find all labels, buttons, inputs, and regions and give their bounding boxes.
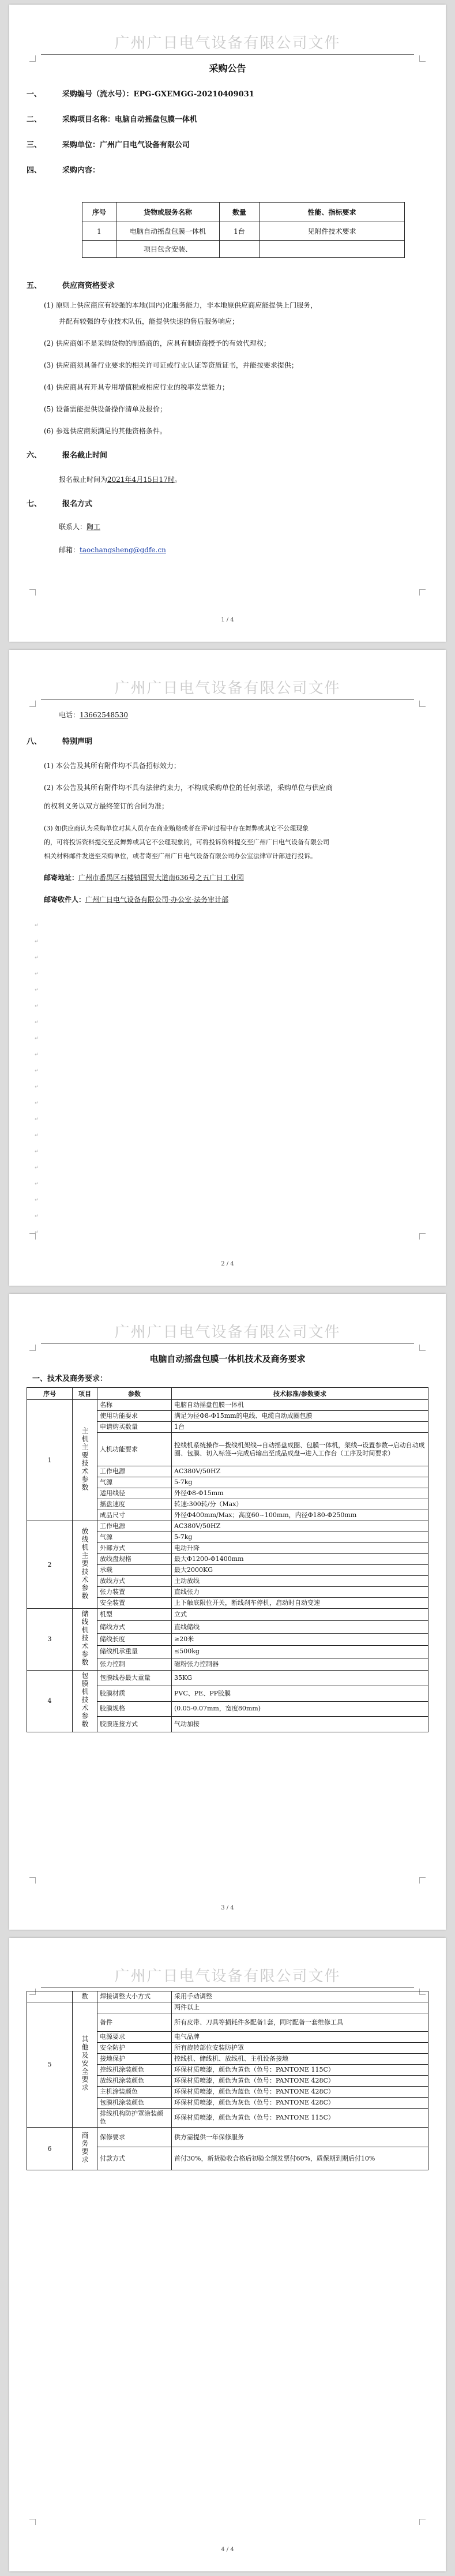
param-name: 焊接调整大小方式 <box>97 1991 172 2002</box>
header-rule <box>41 699 414 700</box>
table-row <box>82 241 405 258</box>
group-label: 其他及安全要求 <box>81 2035 89 2092</box>
param-name: 放线机涂装颜色 <box>97 2076 172 2087</box>
company-header: 广州广日电气设备有限公司文件 <box>114 35 341 52</box>
col-header: 参数 <box>97 1388 172 1400</box>
document-page-1 <box>9 5 446 642</box>
section-1: 一、 采购编号（流水号）：EPG-GXEMGG-20210409031 <box>27 90 254 99</box>
spec-subtitle: 一、技术及商务要求： <box>32 1375 108 1383</box>
statement-item: (2) 本公告及其所有附件均不具有法律约束力，不构成采购单位的任何承诺，采购单位与供应商 <box>44 784 333 792</box>
spec-title: 电脑自动摇盘包膜一体机技术及商务要求 <box>149 1354 306 1364</box>
param-value: 直线张力 <box>172 1587 428 1598</box>
param-value: 电气品牌 <box>172 2032 428 2043</box>
page-number: 2 / 4 <box>221 1261 234 1267</box>
svg-text:↵: ↵ <box>35 1181 39 1187</box>
table-row <box>27 1400 428 1411</box>
mail-address: 广州市番禺区石楼镇国贸大道南636号之五广日工业园 <box>78 874 244 882</box>
crop-mark <box>29 701 36 707</box>
crop-mark <box>29 589 36 596</box>
group-label: 商务要求 <box>81 2131 89 2164</box>
param-name: 安全装置 <box>97 1598 172 1609</box>
email-line: 邮箱：taochangsheng@gdfe.cn <box>59 546 166 554</box>
col-header: 数量 <box>220 203 260 222</box>
table-cell: 电脑自动摇盘包膜一体机 <box>116 222 220 241</box>
svg-text:↵: ↵ <box>35 1117 39 1122</box>
statement-item: 的权利义务以双方最终签订的合同为准； <box>44 802 169 810</box>
spec-table-continued <box>27 1991 428 2170</box>
crop-mark <box>419 1345 426 1351</box>
requirement-item: (4) 供应商具有开具专用增值税或相应行业的税率发票能力； <box>44 383 229 391</box>
section-5: 五、 供应商资格要求 <box>27 282 115 290</box>
requirement-item: (6) 参选供应商须满足的其他资格条件。 <box>44 427 167 435</box>
crop-mark <box>419 2519 426 2525</box>
contact-line: 联系人：陶工 <box>59 523 101 531</box>
table-row <box>27 1671 428 1686</box>
table-cell <box>82 241 116 258</box>
group-label: 放线机主要技术参数 <box>81 1527 89 1600</box>
document-page-2 <box>9 650 446 1286</box>
group-number: 3 <box>27 1609 73 1671</box>
page-title: 采购公告 <box>209 63 246 74</box>
page-number: 4 / 4 <box>221 2547 234 2553</box>
section-6: 六、 报名截止时间 <box>27 451 108 460</box>
section-2: 二、 采购项目名称：电脑自动摇盘包膜一体机 <box>27 115 198 124</box>
param-value: 电脑自动摇盘包膜一体机 <box>172 1400 428 1411</box>
company-header: 广州广日电气设备有限公司文件 <box>114 1324 341 1341</box>
param-name: 储线机承重量 <box>97 1646 172 1658</box>
param-value: 供方需提供一年保修服务 <box>172 2128 428 2147</box>
param-value: 环保材质喷漆，颜色为黄色（色号：PANTONE 115C） <box>172 2109 428 2128</box>
param-name: 摇盘速度 <box>97 1499 172 1510</box>
param-name: 气源 <box>97 1532 172 1543</box>
group-number: 2 <box>27 1521 73 1609</box>
svg-text:↵: ↵ <box>35 1214 39 1219</box>
param-name: 机型 <box>97 1609 172 1621</box>
param-value: 5-7kg <box>172 1532 428 1543</box>
param-name: 气源 <box>97 1477 172 1488</box>
crop-mark <box>419 1877 426 1884</box>
group-label: 数 <box>73 1991 97 2002</box>
svg-text:↵: ↵ <box>35 987 39 993</box>
svg-text:↵: ↵ <box>35 1068 39 1074</box>
group-label: 储线机技术参数 <box>81 1610 89 1667</box>
svg-text:↵: ↵ <box>35 1084 39 1090</box>
param-name: 外部方式 <box>97 1543 172 1554</box>
param-value: 所有旋转部位安装防护罩 <box>172 2043 428 2054</box>
col-header: 技术标准/参数要求 <box>172 1388 428 1400</box>
requirement-item: 并配有较强的专业技术队伍，能提供快速的售后服务响应； <box>59 317 239 325</box>
crop-mark <box>419 589 426 596</box>
statement-item: (1) 本公告及其所有附件均不具备招标效力； <box>44 762 181 770</box>
param-value: 气动加接 <box>172 1717 428 1732</box>
param-name: 使用功能要求 <box>97 1411 172 1422</box>
param-name: 放线盘规格 <box>97 1554 172 1565</box>
group-number: 1 <box>27 1400 73 1521</box>
param-name: 工作电源 <box>97 1466 172 1477</box>
param-value: (0.05-0.07mm，宽度80mm) <box>172 1701 428 1717</box>
col-header: 项目 <box>73 1388 97 1400</box>
param-name: 工作电源 <box>97 1521 172 1532</box>
svg-text:↵: ↵ <box>35 971 39 977</box>
param-value: 环保材质喷漆，颜色为黄色（色号：PANTONE 115C） <box>172 2065 428 2076</box>
param-value: 两件以上 <box>172 2002 428 2013</box>
param-name: 备件 <box>97 2013 172 2032</box>
paragraph-marks <box>32 921 44 1244</box>
paragraph-mark-icon <box>32 921 44 1244</box>
header-rule <box>41 1987 414 1988</box>
svg-text:↵: ↵ <box>35 1133 39 1139</box>
param-value: 外径Φ8-Φ15mm <box>172 1488 428 1499</box>
section-7: 七、 报名方式 <box>27 500 93 508</box>
requirement-item: (3) 供应商须具备行业要求的相关许可证或行业认证等资质证书，并能按要求提供； <box>44 361 298 369</box>
table-row <box>82 222 405 241</box>
param-value: 35KG <box>172 1671 428 1686</box>
param-value: PVC、PE、PP胶膜 <box>172 1686 428 1701</box>
svg-text:↵: ↵ <box>35 1165 39 1171</box>
svg-text:↵: ↵ <box>35 1036 39 1042</box>
param-value: 所有皮带、刀具等损耗件多配备1套，同时配备一套维修工具 <box>172 2013 428 2032</box>
table-row <box>27 2002 428 2013</box>
group-number: 5 <box>27 2002 73 2128</box>
param-name: 排线机构防护罩涂装颜色 <box>97 2109 172 2128</box>
param-name: 储线方式 <box>97 1621 172 1633</box>
table-cell: 1 <box>82 222 116 241</box>
svg-text:↵: ↵ <box>35 1020 39 1025</box>
param-name: 控线机涂装颜色 <box>97 2065 172 2076</box>
param-name: 张力装置 <box>97 1587 172 1598</box>
param-value: 环保材质喷漆，颜色为蓝色（色号：PANTONE 428C） <box>172 2087 428 2098</box>
svg-text:↵: ↵ <box>35 1149 39 1155</box>
param-value: ≥20米 <box>172 1633 428 1645</box>
param-name: 胶膜连接方式 <box>97 1717 172 1732</box>
param-value: AC380V/50HZ <box>172 1521 428 1532</box>
param-name: 名称 <box>97 1400 172 1411</box>
param-value: 环保材质喷漆，颜色为黄色（色号：PANTONE 428C） <box>172 2076 428 2087</box>
company-header: 广州广日电气设备有限公司文件 <box>114 680 341 697</box>
section-4: 四、 采购内容： <box>27 166 100 175</box>
group-label: 主机主要技术参数 <box>81 1426 89 1492</box>
crop-mark <box>419 1233 426 1240</box>
header-rule <box>41 54 414 55</box>
param-name <box>97 2002 172 2013</box>
param-name: 包膜线卷最大重量 <box>97 1671 172 1686</box>
document-page-3 <box>9 1294 446 1930</box>
document-page-4 <box>9 1938 446 2571</box>
param-value: 电动升降 <box>172 1543 428 1554</box>
param-name: 包膜机涂装颜色 <box>97 2098 172 2109</box>
col-header: 货物或服务名称 <box>116 203 220 222</box>
crop-mark <box>29 2519 36 2525</box>
param-value: 首付30%，新货验收合格后初验全额发票付60%，质保期到期后付10% <box>172 2147 428 2170</box>
recipient: 广州广日电气设备有限公司-办公室-法务审计部 <box>85 896 229 904</box>
page-number: 1 / 4 <box>221 617 234 623</box>
param-name: 适用线径 <box>97 1488 172 1499</box>
table-row <box>27 1991 428 2002</box>
requirement-item: (2) 供应商如不是采购货物的制造商的，应具有制造商授予的有效代理权； <box>44 339 270 347</box>
svg-text:↵: ↵ <box>35 955 39 961</box>
group-number: 6 <box>27 2128 73 2170</box>
table-cell <box>220 241 260 258</box>
param-value: 控线机、储线机、放线机、主机设备接地 <box>172 2054 428 2065</box>
param-name: 成品尺寸 <box>97 1510 172 1521</box>
phone-line: 电话：13662548530 <box>59 711 128 719</box>
param-name: 胶膜规格 <box>97 1701 172 1717</box>
table-cell: 1台 <box>220 222 260 241</box>
param-name: 人机功能要求 <box>97 1433 172 1466</box>
param-name: 接地保护 <box>97 2054 172 2065</box>
param-value: 立式 <box>172 1609 428 1621</box>
deadline-value: 2021年4月15日17时 <box>107 475 175 484</box>
param-value: 磁粉张力控制器 <box>172 1658 428 1670</box>
email-link[interactable]: taochangsheng@gdfe.cn <box>80 546 166 554</box>
svg-text:↵: ↵ <box>35 1100 39 1106</box>
param-value: 采用手动调整 <box>172 1991 428 2002</box>
svg-text:↵: ↵ <box>35 1052 39 1058</box>
param-name: 承载 <box>97 1565 172 1576</box>
param-name: 放线方式 <box>97 1576 172 1587</box>
param-name: 主机涂装颜色 <box>97 2087 172 2098</box>
param-value: 5-7kg <box>172 1477 428 1488</box>
table-cell <box>260 241 405 258</box>
company-header: 广州广日电气设备有限公司文件 <box>114 1968 341 1985</box>
param-name: 安全防护 <box>97 2043 172 2054</box>
param-value: 上下触底限位开关，断线刹车停机，启动时自动变速 <box>172 1598 428 1609</box>
param-name: 申请购买数量 <box>97 1422 172 1433</box>
statement-item: 相关材料邮件发送至采购单位，或者寄至广州广日电气设备有限公司办公室法律审计部进行投诉。 <box>44 852 317 860</box>
param-value: 转速:300转/分（Max） <box>172 1499 428 1510</box>
param-value: 控线机系统操作—拨线机架线→自动摇盘成圈、包膜一体机，架线→设置参数→启动自动成圈、包膜、切入标签→完成后输出至成品成盘→进入工作台（工序及时间要求） <box>172 1433 428 1466</box>
svg-text:↵: ↵ <box>35 1197 39 1203</box>
recipient-line: 邮寄收件人：广州广日电气设备有限公司-办公室-法务审计部 <box>44 896 229 904</box>
contact-name: 陶工 <box>87 523 101 531</box>
svg-text:↵: ↵ <box>35 923 39 928</box>
section-3: 三、 采购单位：广州广日电气设备有限公司 <box>27 141 190 149</box>
spec-table <box>27 1387 428 1732</box>
param-value: 外径Φ400mm/Max；高度60~100mm，内径Φ180-Φ250mm <box>172 1510 428 1521</box>
table-cell: 项目包含安装、 <box>116 241 220 258</box>
col-header: 性能、指标要求 <box>260 203 405 222</box>
param-value: 最大Φ1200-Φ1400mm <box>172 1554 428 1565</box>
param-name: 付款方式 <box>97 2147 172 2170</box>
col-header: 序号 <box>27 1388 73 1400</box>
table-row <box>27 2128 428 2147</box>
group-label: 包膜机技术参数 <box>81 1672 89 1728</box>
statement-item: 的，可将投诉资料提交至反舞弊或其它不公理现象的，可将投诉资料提交至广州广日电气设备有限公司 <box>44 838 329 846</box>
table-row <box>27 1609 428 1621</box>
param-name: 胶膜材质 <box>97 1686 172 1701</box>
col-header: 序号 <box>82 203 116 222</box>
param-value: ≤500kg <box>172 1646 428 1658</box>
page-number: 3 / 4 <box>221 1905 234 1911</box>
param-value: AC380V/50HZ <box>172 1466 428 1477</box>
phone-value: 13662548530 <box>80 711 128 719</box>
table-cell: 见附件技术要求 <box>260 222 405 241</box>
param-name: 保修要求 <box>97 2128 172 2147</box>
deadline-text: 报名截止时间为2021年4月15日17时。 <box>59 475 182 484</box>
svg-text:↵: ↵ <box>35 1004 39 1009</box>
param-value: 满足为径Φ8-Φ15mm的电线、电缆自动成圈包膜 <box>172 1411 428 1422</box>
param-name: 张力控制 <box>97 1658 172 1670</box>
crop-mark <box>29 1345 36 1351</box>
group-number: 4 <box>27 1671 73 1732</box>
svg-text:↵: ↵ <box>35 1230 39 1235</box>
procurement-table <box>82 202 405 258</box>
crop-mark <box>29 1877 36 1884</box>
param-value: 最大2000KG <box>172 1565 428 1576</box>
mail-address-line: 邮寄地址：广州市番禺区石楼镇国贸大道南636号之五广日工业园 <box>44 874 244 882</box>
param-name: 电源要求 <box>97 2032 172 2043</box>
param-value: 环保材质喷漆，颜色为灰色（色号：PANTONE 428C） <box>172 2098 428 2109</box>
header-rule <box>41 1343 414 1344</box>
statement-item: (3) 如供应商认为采购单位对其人员存在商业贿赂或者在评审过程中存在舞弊或其它不公理现象 <box>44 825 309 832</box>
svg-text:↵: ↵ <box>35 939 39 945</box>
param-value: 主动放线 <box>172 1576 428 1587</box>
crop-mark <box>419 701 426 707</box>
requirement-item: (1) 原则上供应商应有较强的本地(国内)化服务能力，非本地原供应商应能提供上门服务， <box>44 301 318 309</box>
param-value: 直线储线 <box>172 1621 428 1633</box>
section-8: 八、 特别声明 <box>27 737 93 746</box>
param-name: 储线长度 <box>97 1633 172 1645</box>
table-row <box>27 1521 428 1532</box>
requirement-item: (5) 设备需能提供设备操作清单及报价； <box>44 405 167 413</box>
param-value: 1台 <box>172 1422 428 1433</box>
